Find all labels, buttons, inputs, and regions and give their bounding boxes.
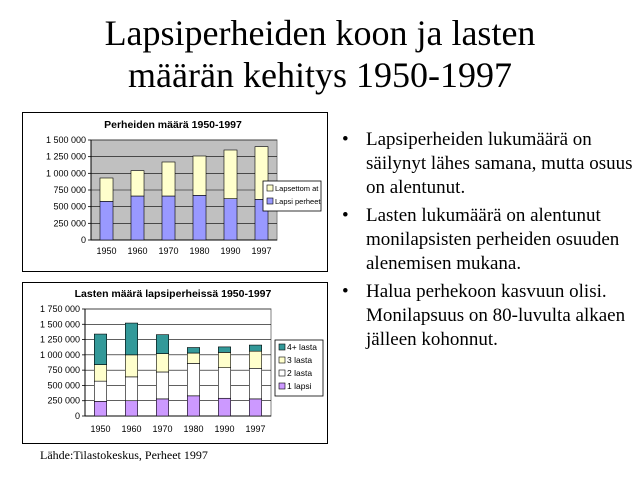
bullet-item bbox=[336, 204, 636, 276]
bar-segment bbox=[100, 201, 113, 240]
y-tick-label: 1 000 000 bbox=[39, 349, 80, 360]
bar-segment bbox=[125, 355, 137, 377]
bar-segment bbox=[94, 381, 106, 401]
bar-segment bbox=[187, 363, 199, 395]
title-line-2: määrän kehitys 1950-1997 bbox=[128, 55, 512, 95]
y-tick-label: 1 250 000 bbox=[45, 151, 86, 162]
bar-segment bbox=[125, 377, 137, 401]
bullet-text: Lasten lukumäärä on alentunut monilapsisten perheiden osuuden alenemisen mukana. bbox=[366, 205, 620, 274]
bar-segment bbox=[94, 365, 106, 382]
y-tick-label: 1 500 000 bbox=[39, 319, 80, 330]
y-tick-label: 1 750 000 bbox=[39, 304, 80, 314]
bar-segment bbox=[187, 348, 199, 354]
x-tick-label: 1950 bbox=[90, 424, 111, 434]
families-chart-svg bbox=[23, 113, 327, 271]
bar-segment bbox=[224, 199, 237, 240]
y-tick-label: 500 000 bbox=[53, 201, 86, 212]
x-tick-label: 1970 bbox=[158, 246, 179, 256]
legend-swatch bbox=[279, 383, 285, 389]
x-tick-label: 1990 bbox=[214, 424, 235, 434]
bar-segment bbox=[249, 351, 261, 368]
y-tick-label: 750 000 bbox=[47, 365, 80, 376]
bar-segment bbox=[162, 196, 175, 240]
y-tick-label: 250 000 bbox=[47, 395, 80, 406]
x-tick-label: 1960 bbox=[127, 246, 148, 256]
children-chart-svg bbox=[23, 283, 327, 443]
bar-segment bbox=[249, 368, 261, 399]
bar-segment bbox=[156, 399, 168, 416]
legend-label: Lapsi perheet bbox=[275, 197, 321, 206]
bar-segment bbox=[218, 347, 230, 353]
y-tick-label: 500 000 bbox=[47, 380, 80, 391]
bar-segment bbox=[249, 399, 261, 416]
legend-swatch bbox=[267, 198, 273, 204]
y-tick-label: 1 500 000 bbox=[45, 135, 86, 145]
bar-segment bbox=[156, 335, 168, 354]
bar-segment bbox=[100, 178, 113, 201]
x-tick-label: 1980 bbox=[183, 424, 204, 434]
chart-title: Lasten määrä lapsiperheissä 1950-1997 bbox=[74, 288, 272, 300]
bar-segment bbox=[162, 162, 175, 196]
bar-segment bbox=[193, 195, 206, 240]
bar-segment bbox=[187, 396, 199, 416]
title-line-1: Lapsiperheiden koon ja lasten bbox=[104, 13, 536, 53]
bar-segment bbox=[125, 323, 137, 355]
y-tick-label: 750 000 bbox=[53, 185, 86, 195]
y-tick-label: 0 bbox=[80, 235, 86, 245]
x-tick-label: 1960 bbox=[121, 424, 142, 434]
bar-segment bbox=[193, 156, 206, 195]
x-tick-label: 1950 bbox=[96, 246, 117, 256]
x-tick-label: 1997 bbox=[245, 424, 266, 434]
bullet-icon: • bbox=[342, 205, 349, 226]
bar-segment bbox=[156, 372, 168, 399]
bar-segment bbox=[249, 345, 261, 351]
x-tick-label: 1990 bbox=[220, 246, 241, 256]
slide-title bbox=[0, 12, 640, 96]
bar-segment bbox=[224, 150, 237, 199]
legend-label: 1 lapsi bbox=[287, 381, 312, 391]
y-tick-label: 1 000 000 bbox=[45, 168, 86, 179]
bar-segment bbox=[218, 352, 230, 367]
legend-label: Lapsettom at bbox=[275, 184, 319, 193]
bar-segment bbox=[131, 196, 144, 240]
legend-swatch bbox=[267, 185, 273, 191]
bar-segment bbox=[218, 368, 230, 399]
bar-segment bbox=[94, 401, 106, 416]
families-chart bbox=[22, 112, 328, 272]
chart-title: Perheiden määrä 1950-1997 bbox=[104, 119, 242, 131]
plot-area bbox=[85, 309, 271, 416]
bar-segment bbox=[156, 354, 168, 372]
bullet-item bbox=[336, 128, 636, 200]
legend-label: 2 lasta bbox=[287, 368, 313, 378]
bullet-icon: • bbox=[342, 281, 349, 302]
legend-label: 4+ lasta bbox=[287, 342, 318, 352]
bar-segment bbox=[218, 398, 230, 416]
x-tick-label: 1980 bbox=[189, 246, 210, 256]
x-tick-label: 1997 bbox=[251, 246, 272, 256]
bar-segment bbox=[125, 401, 137, 416]
bullet-text: Lapsiperheiden lukumäärä on säilynyt lähes samana, mutta osuus on alentunut. bbox=[366, 129, 633, 198]
children-chart bbox=[22, 282, 328, 444]
legend-swatch bbox=[279, 370, 285, 376]
bar-segment bbox=[131, 171, 144, 196]
bullet-icon: • bbox=[342, 129, 349, 150]
source-note: Lähde:Tilastokeskus, Perheet 1997 bbox=[40, 448, 208, 462]
bullet-text: Halua perhekoon kasvuun olisi. Monilapsuus on 80-luvulta alkaen jälleen kohonnut. bbox=[366, 281, 626, 350]
legend-label: 3 lasta bbox=[287, 355, 313, 365]
x-tick-label: 1970 bbox=[152, 424, 173, 434]
bar-segment bbox=[94, 334, 106, 365]
y-tick-label: 0 bbox=[74, 411, 80, 421]
bar-segment bbox=[187, 353, 199, 363]
bullet-item bbox=[336, 280, 636, 352]
y-tick-label: 1 250 000 bbox=[39, 334, 80, 345]
bullet-list bbox=[336, 128, 636, 356]
legend-swatch bbox=[279, 357, 285, 363]
legend-swatch bbox=[279, 344, 285, 350]
y-tick-label: 250 000 bbox=[53, 218, 86, 229]
